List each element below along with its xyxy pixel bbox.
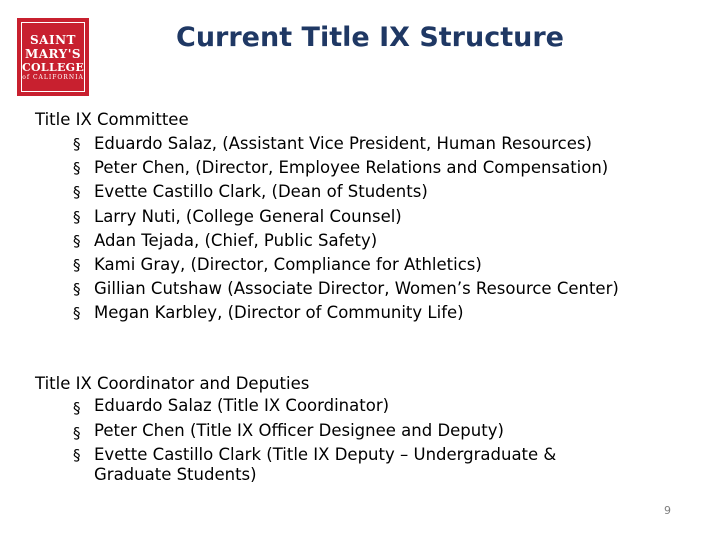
square-bullet-icon: § <box>73 446 81 464</box>
committee-member: Kami Gray, (Director, Compliance for Athletics) <box>94 255 482 275</box>
list-item <box>35 421 614 446</box>
coordinator-entry: Evette Castillo Clark (Title IX Deputy – Undergraduate & Graduate Students) <box>94 445 557 484</box>
list-item <box>35 396 614 421</box>
committee-list <box>35 132 654 326</box>
committee-member: Peter Chen, (Director, Employee Relations and Compensation) <box>94 158 609 178</box>
committee-member: Adan Tejada, (Chief, Public Safety) <box>94 230 378 250</box>
committee-member: Megan Karbley, (Director of Community Life) <box>94 303 464 323</box>
square-bullet-icon: § <box>73 423 81 442</box>
committee-member: Evette Castillo Clark, (Dean of Students) <box>94 182 428 202</box>
square-bullet-icon: § <box>73 231 81 250</box>
coordinator-entry: Eduardo Salaz (Title IX Coordinator) <box>94 396 390 415</box>
list-item <box>35 445 614 485</box>
list-item <box>35 229 654 253</box>
coordinators-list <box>35 396 614 485</box>
committee-member: Gillian Cutshaw (Associate Director, Women’s Resource Center) <box>94 279 619 299</box>
committee-member: Larry Nuti, (College General Counsel) <box>94 206 402 226</box>
list-item <box>35 156 654 180</box>
square-bullet-icon: § <box>73 399 81 417</box>
square-bullet-icon: § <box>73 135 81 153</box>
square-bullet-icon: § <box>73 280 81 299</box>
coordinators-section <box>35 372 614 485</box>
college-logo-frame <box>21 22 85 92</box>
list-item <box>35 253 654 277</box>
square-bullet-icon: § <box>73 304 81 323</box>
logo-text-marys: MARY'S <box>24 46 82 61</box>
list-item <box>35 132 654 156</box>
list-item <box>35 180 654 204</box>
list-item <box>35 277 654 301</box>
square-bullet-icon: § <box>73 207 81 226</box>
square-bullet-icon: § <box>73 256 81 275</box>
square-bullet-icon: § <box>73 159 81 178</box>
coordinator-entry: Peter Chen (Title IX Officer Designee and Deputy) <box>94 420 504 440</box>
logo-text-college: COLLEGE <box>21 60 85 74</box>
committee-heading: Title IX Committee <box>35 110 189 129</box>
coordinators-heading: Title IX Coordinator and Deputies <box>35 374 310 393</box>
logo-text-california: of CALIFORNIA <box>22 73 84 81</box>
committee-member: Eduardo Salaz, (Assistant Vice President, Human Resources) <box>94 134 592 153</box>
college-logo <box>17 18 89 96</box>
square-bullet-icon: § <box>73 183 81 202</box>
page-title: Current Title IX Structure <box>176 22 564 53</box>
page-number: 9 <box>664 504 671 517</box>
list-item <box>35 301 654 325</box>
committee-section <box>35 108 654 326</box>
list-item <box>35 205 654 229</box>
logo-text-saint: SAINT <box>30 32 76 47</box>
